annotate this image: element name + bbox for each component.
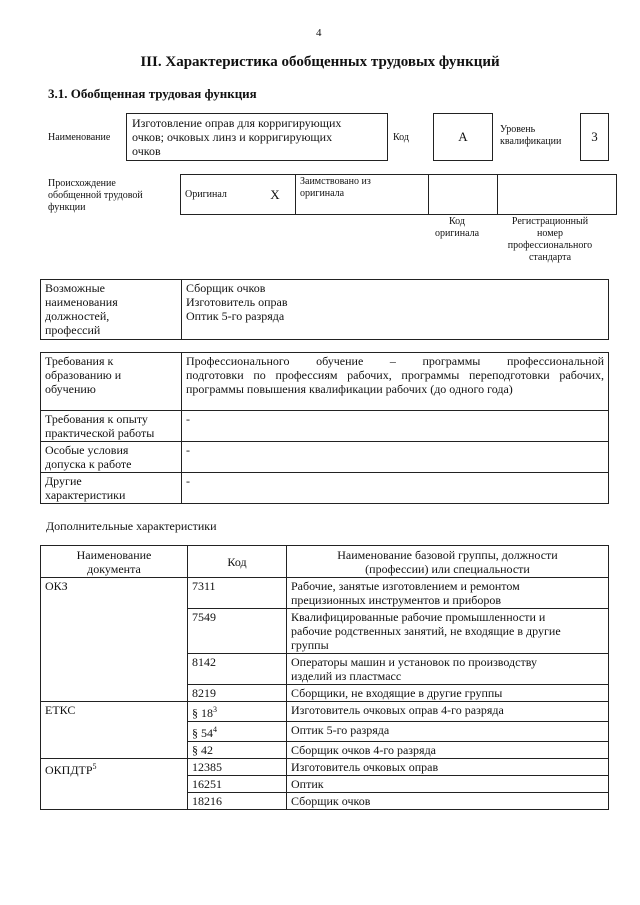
code-cell: [188, 776, 287, 793]
level-value: 3: [591, 129, 598, 144]
code-footnote: 3: [213, 705, 217, 714]
possible-titles-values: [182, 280, 609, 340]
header-name: [287, 546, 609, 578]
code-cell: [188, 759, 287, 776]
origin-label-line: обобщенной трудовой: [48, 190, 143, 201]
doc-name: ОКПДТР: [45, 763, 93, 777]
code-value: § 42: [192, 743, 213, 757]
doc-cell: [41, 702, 188, 759]
code-original-label: [424, 216, 490, 240]
code-value: § 54: [192, 726, 213, 740]
name-value-line: Изготовление оправ для корригирующих: [132, 116, 342, 130]
name-line: Квалифицированные рабочие промышленности и: [291, 610, 546, 624]
level-label: [500, 124, 561, 148]
table-row: [41, 759, 609, 776]
code-value: 7549: [192, 610, 216, 624]
code-cell: [188, 609, 287, 654]
code-footnote: 4: [213, 725, 217, 734]
code-value: 8142: [192, 655, 216, 669]
additional-table: [40, 545, 609, 810]
origin-label-line: функции: [48, 202, 86, 213]
name-line: Рабочие, занятые изготовлением и ремонтом: [291, 579, 520, 593]
header-doc-line: Наименование: [76, 547, 152, 562]
table-row: [41, 578, 609, 609]
borrowed-label-line: Заимствовано из: [300, 176, 371, 187]
req-value-line: программы повышения квалификации рабочих (до одного года): [186, 382, 513, 396]
subsection-title: 3.1. Обобщенная трудовая функция: [48, 86, 257, 101]
req-label-line: Другие: [45, 474, 82, 488]
level-value-box: [580, 113, 609, 161]
header-doc: [41, 546, 188, 578]
code-value: 7311: [192, 579, 216, 593]
reg-number-cell: [498, 175, 617, 215]
req-label-line: практической работы: [45, 426, 155, 440]
req-label-line: образованию и: [45, 368, 122, 382]
code-cell: [188, 578, 287, 609]
doc-cell: [41, 578, 188, 702]
original-mark: X: [255, 175, 296, 215]
doc-cell: [41, 759, 188, 810]
req-value-line: подготовки по профессиям рабочих, программы переподготовки рабочих,: [186, 368, 604, 382]
name-line: Сборщики, не входящие в другие группы: [291, 686, 503, 700]
req-experience-label: [41, 411, 182, 442]
name-line: Изготовитель очковых оправ 4-го разряда: [291, 703, 504, 717]
requirements-table: [40, 352, 609, 504]
code-label: Код: [393, 132, 409, 143]
original-label: Оригинал: [181, 175, 256, 215]
code-value: 16251: [192, 777, 222, 791]
doc-name: ЕТКС: [45, 703, 76, 717]
name-cell: [287, 722, 609, 742]
req-label-line: характеристики: [45, 488, 126, 502]
code-value: 12385: [192, 760, 222, 774]
code-cell: [188, 654, 287, 685]
origin-label-line: Происхождение: [48, 178, 116, 189]
possible-titles-label-line: наименования: [45, 295, 118, 309]
code-value: § 18: [192, 706, 213, 720]
possible-titles-label: [41, 280, 182, 340]
possible-title: Изготовитель оправ: [186, 295, 288, 309]
name-cell: [287, 685, 609, 702]
section-title: III. Характеристика обобщенных трудовых функций: [140, 54, 500, 70]
code-cell: [188, 685, 287, 702]
req-experience-value: -: [182, 411, 609, 442]
header-doc-line: документа: [87, 561, 141, 576]
code-original-cell: [429, 175, 498, 215]
name-line: Оптик 5-го разряда: [291, 723, 390, 737]
table-row: [41, 702, 609, 722]
name-line: изделий из пластмасс: [291, 669, 402, 683]
req-other-label: [41, 473, 182, 504]
name-cell: [287, 742, 609, 759]
name-cell: [287, 793, 609, 810]
name-value-box: [126, 113, 388, 161]
possible-title: Оптик 5-го разряда: [186, 309, 285, 323]
code-cell: [188, 793, 287, 810]
req-conditions-value: -: [182, 442, 609, 473]
origin-table: [180, 174, 617, 215]
name-line: Оптик: [291, 777, 324, 791]
code-cell: [188, 702, 287, 722]
possible-titles-label-line: Возможные: [45, 281, 105, 295]
reg-number-label-line: Регистрационный: [511, 216, 589, 227]
name-cell: [287, 609, 609, 654]
req-value-line: Профессионального обучение – программы профессиональной: [186, 354, 604, 368]
req-education-label: [41, 353, 182, 411]
req-other-value: -: [182, 473, 609, 504]
name-cell: [287, 776, 609, 793]
level-label-line: квалификации: [500, 136, 562, 147]
header-name-line: Наименование базовой группы, должности: [337, 547, 558, 562]
header-name-line: (профессии) или специальности: [365, 561, 530, 576]
borrowed-label: [296, 175, 429, 215]
code-original-label-line: Код: [449, 216, 465, 227]
code-value: А: [458, 129, 468, 144]
req-label-line: Требования к: [45, 354, 114, 368]
name-value-line: очков: [132, 144, 161, 158]
code-cell: [188, 722, 287, 742]
name-line: рабочие родственных занятий, не входящие в другие: [291, 624, 561, 638]
name-line: Сборщик очков 4-го разряда: [291, 743, 436, 757]
req-label-line: допуска к работе: [45, 457, 132, 471]
header-code: Код: [188, 546, 287, 578]
name-value-line: очков; очковых линз и корригирующих: [132, 130, 333, 144]
name-cell: [287, 702, 609, 722]
name-cell: [287, 578, 609, 609]
reg-number-label-line: стандарта: [528, 252, 572, 263]
name-line: Сборщик очков: [291, 794, 371, 808]
code-value: 8219: [192, 686, 216, 700]
code-value-box: [433, 113, 493, 161]
page-number: 4: [316, 27, 322, 39]
reg-number-label: [492, 216, 608, 264]
possible-titles-table: [40, 279, 609, 340]
reg-number-label-line: номер: [537, 228, 563, 239]
req-label-line: Особые условия: [45, 443, 129, 457]
doc-name: ОКЗ: [45, 579, 68, 593]
level-label-line: Уровень: [500, 124, 536, 135]
name-cell: [287, 759, 609, 776]
code-original-label-line: оригинала: [434, 228, 480, 239]
origin-label: [48, 178, 143, 214]
req-education-value: [182, 353, 609, 411]
name-line: Изготовитель очковых оправ: [291, 760, 439, 774]
name-cell: [287, 654, 609, 685]
doc-footnote: 5: [92, 762, 97, 771]
reg-number-label-line: профессионального: [507, 240, 593, 251]
possible-titles-label-line: профессий: [45, 323, 101, 337]
name-line: Операторы машин и установок по производству: [291, 655, 537, 669]
additional-title: Дополнительные характеристики: [46, 519, 217, 533]
possible-titles-label-line: должностей,: [45, 309, 110, 323]
req-label-line: обучению: [45, 382, 96, 396]
name-line: прецизионных инструментов и приборов: [291, 593, 502, 607]
name-line: группы: [291, 638, 329, 652]
req-label-line: Требования к опыту: [45, 412, 148, 426]
code-value: 18216: [192, 794, 222, 808]
possible-title: Сборщик очков: [186, 281, 266, 295]
borrowed-label-line: оригинала: [300, 188, 345, 199]
code-cell: [188, 742, 287, 759]
name-label: Наименование: [48, 132, 111, 143]
req-conditions-label: [41, 442, 182, 473]
